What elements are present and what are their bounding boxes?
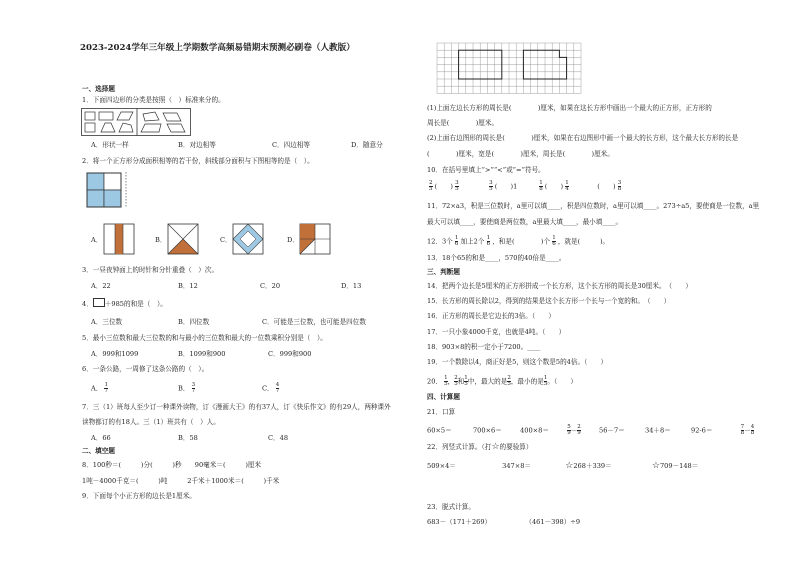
q15-text: 15．长方形的周长除以2，得到的结果是这个长方形一个长与一个宽的和。 （ ）	[427, 297, 671, 305]
q7-option-a[interactable]: A．66	[91, 434, 111, 442]
q5-option-b[interactable]: B．1099和900	[178, 350, 226, 358]
q6-option-a[interactable]	[91, 383, 108, 394]
q10-frac-5: $\frac{1}{4}$	[565, 180, 569, 192]
q22-row	[427, 462, 698, 470]
q23-text: 23．脱式计算。	[427, 503, 475, 511]
q2-reference-square	[86, 172, 132, 210]
q10-frac-6: $\frac{3}{8}$	[617, 180, 622, 192]
q6-option-b-label: B．	[178, 384, 190, 393]
q6-frac-c: $\frac{4}{7}$	[275, 382, 280, 394]
q4-option-a[interactable]: A．三位数	[91, 318, 123, 326]
q12-text: 12．3个 $\frac{1}{6}$ 加上2个 $\frac{1}{6}$ ，和是( )个 $\frac{1}{6}$ ，就是( )。	[427, 235, 610, 247]
q2-option-c[interactable]: C．	[220, 236, 232, 244]
q16-text: 16．正方形的周长是它边长的3倍。（ ）	[427, 312, 555, 320]
q13-text: 13．18个65的和是____，570的40倍是____。	[427, 254, 566, 262]
q23-item-2[interactable]: （461－398）÷9	[525, 518, 581, 526]
q1-option-c[interactable]: C．四边相等	[272, 141, 311, 149]
q2-option-a[interactable]: A．	[91, 236, 103, 244]
q20-frac-1: $\frac{1}{5}$	[444, 375, 448, 387]
q10-frac-4: $\frac{1}{8}$	[539, 180, 543, 192]
star-icon: ☆	[565, 461, 574, 471]
q22-text: 22．列竖式计算。（打☆的要验算）	[427, 442, 533, 452]
q22-item-1[interactable]: 509×4＝	[427, 462, 456, 470]
q21-frac-4: $\frac{4}{8}$	[750, 424, 755, 436]
q3-option-a[interactable]: A．22	[91, 282, 111, 290]
q3-text: 3．一昼夜钟面上的时针和分针重叠（ ）次。	[82, 266, 219, 274]
q14-text: 14．把两个边长是5厘米的正方形拼成一个长方形，这个长方形的周长是30厘米。 （ ）	[427, 282, 692, 290]
q20-frac-3: $\frac{1}{5}$	[464, 375, 468, 387]
q20-text: 20． $\frac{1}{5}$ ， $\frac{2}{5}$ 和 $\frac{1}{5}$ 中，最大的是 $\frac{2}{5}$ ，最小的是 $\frac{1}{5}$ 。（ ）	[427, 375, 577, 387]
q2-option-a-figure	[103, 223, 135, 255]
q12-frac-3: $\frac{1}{6}$	[552, 235, 556, 247]
q7-option-b[interactable]: B．58	[178, 434, 198, 442]
q6-option-b[interactable]	[178, 383, 195, 394]
q2-option-b-figure	[167, 223, 199, 255]
page-title: 2023-2024学年三年级上学期数学高频易错期末预测必刷卷（人教版）	[80, 43, 355, 53]
q21-item-1[interactable]: 60×5＝	[427, 426, 452, 435]
q2-option-b[interactable]: B．	[155, 236, 167, 244]
q2-option-d-figure	[299, 223, 331, 255]
q12-frac-1: $\frac{1}{6}$	[454, 235, 459, 247]
q6-option-c[interactable]	[262, 383, 279, 394]
q6-frac-a: $\frac{1}{7}$	[104, 382, 108, 394]
q2-option-c-figure	[232, 223, 264, 255]
q4-blank-box[interactable]	[93, 298, 105, 307]
q12-frac-2: $\frac{1}{6}$	[486, 235, 491, 247]
q22-item-2[interactable]: 347×8＝	[502, 462, 532, 470]
q9-text: 9．下面每个小正方形的边长是1厘米。	[82, 492, 196, 500]
q3-option-c[interactable]: C．20	[260, 282, 281, 290]
q5-option-c[interactable]: C．999和900	[268, 350, 312, 358]
q4-rest: ＋985的和是（ ）。	[104, 300, 167, 308]
q21-row: 60×5＝ 700×6＝ 400×8＝ $\frac{5}{9}$ － $\frac{2}{9}$ 56－7＝ 34＋8＝ 92-6＝ $\frac{7}{8}$ － $\frac{4}{8}$	[427, 424, 755, 436]
q3-option-b[interactable]: B．12	[178, 282, 198, 290]
q8-line2: 1吨－4000千克＝( )吨 2千米＋1000米＝( )千米	[82, 477, 280, 485]
q21-item-4[interactable]: 56－7＝	[599, 426, 625, 435]
q9-part1-line1: (1)上面左边长方形的周长是( )厘米，如果在这长方形中画出一个最大的正方形，正方形的	[427, 104, 712, 112]
q22-item-4[interactable]: 709－148＝	[659, 462, 699, 470]
q20-frac-4: $\frac{2}{5}$	[507, 375, 511, 387]
q11-line2: 最大可以填____，要使商是两位数，a里最大填____，最小填____。	[427, 218, 623, 226]
q23-item-1[interactable]: 683－（171＋269）	[427, 518, 492, 526]
q8-line1: 8．100秒＝( )分( )秒 90毫米＝( )厘米	[82, 461, 262, 469]
q10-frac-1: $\frac{2}{5}$	[429, 180, 433, 192]
star-icon: ☆	[651, 461, 660, 471]
section-fill: 二、填空题	[82, 447, 115, 455]
q19-text: 19．一个数除以4，商正好是5，则这个数是5的4倍。（ ）	[427, 358, 608, 366]
star-icon: ☆	[491, 442, 500, 452]
q10-comparisons: $\frac{2}{5}$ ( ) $\frac{3}{5}$ $\frac{3}{5}$ ( )1 $\frac{1}{8}$ ( ) $\frac{1}{4}$ ( ) $\frac{3}{8}$	[429, 180, 622, 192]
q20-frac-5: $\frac{1}{5}$	[543, 375, 548, 387]
section-calc: 四、计算题	[427, 393, 460, 401]
q10-text: 10．在括号里填上“>”“<”或“=”符号。	[427, 166, 545, 174]
q6-option-c-label: C．	[262, 384, 274, 393]
q9-part1-line2: 周长是( )厘米。	[427, 119, 499, 127]
q7-text-line2: 读物都订的有18人。三（1）班共有（ ）人。	[82, 418, 220, 426]
q4-option-c[interactable]: C．可能是三位数，也可能是四位数	[262, 318, 366, 326]
q6-option-a-label: A．	[91, 384, 103, 393]
q1-option-d[interactable]: D．随意分	[351, 141, 383, 149]
q17-text: 17．一只小象4000千克，也就是4吨。（ ）	[427, 328, 566, 336]
q9-grid-figure	[436, 42, 586, 97]
q23-row	[427, 518, 580, 526]
q21-frac-3: $\frac{7}{8}$	[740, 424, 745, 436]
q5-option-a[interactable]: A．999和1099	[91, 350, 139, 358]
q6-text: 6．一条公路，一周修了这条公路的（ ）。	[82, 365, 209, 373]
q5-text: 5．最小三位数和最大三位数的和与最小的三位数和最大的一位数乘积分别是（ ）。	[82, 334, 327, 342]
q11-line1: 11．72×a3，积是三位数时，a里可以填____，积是四位数时，a里可以填____。273÷a5，要使商是一位数，a里	[427, 202, 760, 210]
q21-text: 21．口算	[427, 408, 456, 416]
q3-option-d[interactable]: D．13	[341, 282, 362, 290]
q7-option-c[interactable]: C．48	[268, 434, 289, 442]
q1-option-b[interactable]: B．对边相等	[178, 141, 216, 149]
q22-item-3[interactable]: 268＋339＝	[573, 462, 612, 470]
q20-frac-2: $\frac{2}{5}$	[454, 375, 458, 387]
q2-text: 2．将一个正方形分成面积相等的若干份，斜线部分面积与下图相等的是（ ）。	[82, 157, 314, 165]
section-choice: 一、选择题	[82, 85, 115, 93]
q18-text: 18．903×8的积一定小于7200。____	[427, 343, 541, 351]
q21-item-6[interactable]: 92-6＝	[691, 426, 713, 435]
q1-text: 1．下面四边形的分类是按照（ ）标准来分的。	[82, 96, 225, 104]
q6-frac-b: $\frac{3}{7}$	[191, 382, 196, 394]
q10-frac-3: $\frac{3}{5}$	[489, 180, 493, 192]
q21-frac-2: $\frac{2}{9}$	[577, 424, 581, 436]
q1-quadrilaterals-figure	[81, 108, 191, 136]
q4-option-b[interactable]: B．四位数	[178, 318, 210, 326]
q21-item-2[interactable]: 700×6＝	[472, 426, 502, 435]
q4-number: 4．	[82, 300, 93, 308]
q21-item-3[interactable]: 400×8＝	[520, 426, 549, 435]
q10-frac-2: $\frac{3}{5}$	[455, 180, 459, 192]
q9-part2-line2: ( )厘米，宽是( )厘米，周长是( )厘米。	[427, 150, 614, 158]
q21-frac-1: $\frac{5}{9}$	[567, 424, 571, 436]
q4-text	[82, 298, 167, 308]
q2-option-d[interactable]: D．	[287, 236, 299, 244]
q21-item-5[interactable]: 34＋8＝	[645, 426, 671, 435]
q7-text-line1: 7．三（1）班每人至少订一种课外读物，订《漫画大王》的有37人，订《快乐作文》的有29人，两种课外	[82, 403, 391, 411]
section-judge: 三、判断题	[427, 268, 460, 276]
q9-part2-line1: (2)上面右边图形的周长是( )厘米，如果在右边图形中画一个最大的长方形，这个最大长方形的长是	[427, 134, 739, 142]
q1-option-a[interactable]: A．形状一样	[91, 141, 129, 149]
